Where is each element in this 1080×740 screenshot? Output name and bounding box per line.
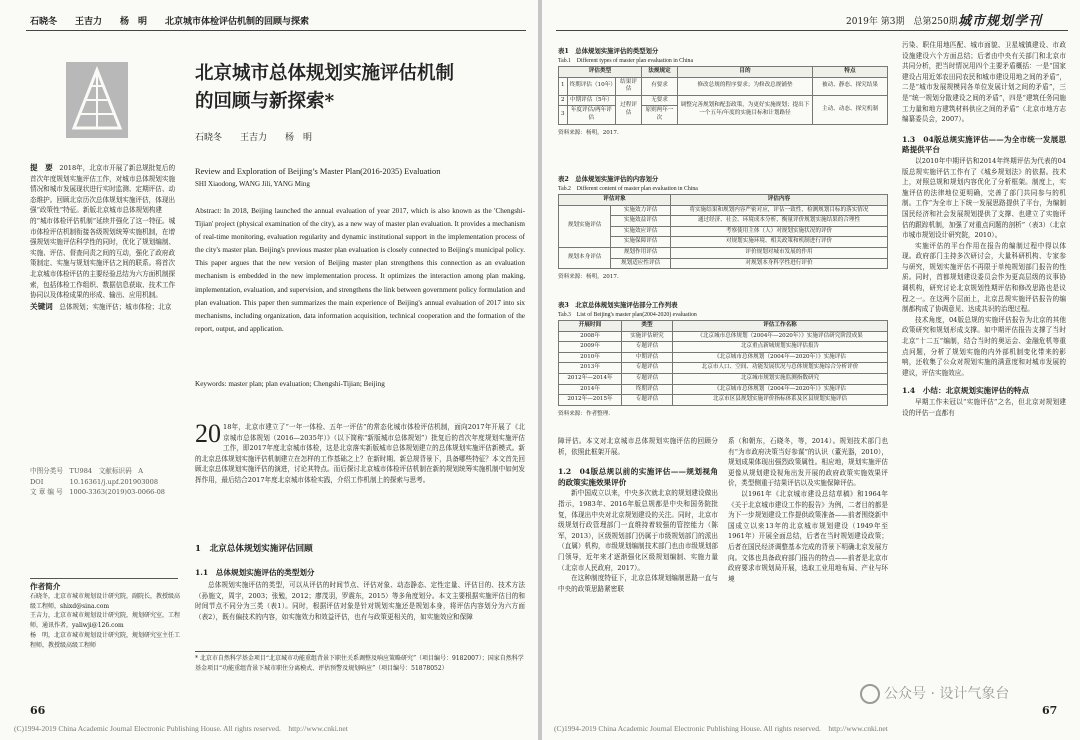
logo-graphic — [66, 62, 128, 138]
table-row — [559, 77, 888, 95]
footnote: * 北京市自然科学基金项目“北京城市功能重组背景下职住关系调整及响应策略研究”（项目编号：9182007）；国家自然科学基金项目“功能重组背景下城市职住分离模式、评估预警及规划响应”（项目编号：51878052） — [195, 655, 524, 672]
table-3-header: 开展时间 — [559, 321, 622, 332]
table-cell: 《北京城市总体规划（2004年—2020年）》实施评估 — [673, 352, 888, 363]
keywords-en-block — [195, 380, 525, 388]
section-1-3-body-b: 实施评估的平台作用在报告的编制过程中得以体现。政府部门主持多次研讨会，大量科研机构、专家参与研究，规划实施评估不再限于单纯规划部门报告的性质。同时，首都规划建设委员会作为更高层级的议事协调机构，研究讨论北京规划性期评估和修改思路也是议程之一。在这两个层面上，北京总规实施评估报告的编制都构成了协调意见、达成共识的治理过程。 — [902, 241, 1066, 314]
footnote-rule — [195, 651, 315, 652]
copyright-footer-left: (C)1994-2019 China Academic Journal Electronic Publishing House. All rights reserved. http://www.cnki.net — [14, 724, 348, 733]
keywords-cn-text: 总体规划；实施评估；城市体检；北京 — [59, 302, 172, 311]
author-info-2: 王吉力，北京市城市规划设计研究院，规划研究室，工程师，通讯作者，yaliwji@126.com — [30, 612, 180, 630]
table-cell: 专题评估 — [622, 363, 673, 374]
table-cell: 对规划本身科学性进行评价 — [671, 258, 888, 269]
authors-cn: 石晓冬 王吉力 杨 明 — [195, 133, 313, 143]
table-cell: 专题评估 — [622, 373, 673, 384]
meta-line-article-no: 文 章 编 号 1000-3363(2019)03-0066-08 — [30, 488, 165, 497]
abstract-en-text: In 2018, Beijing launched the annual evaluation of year 2017, which is also known as the 'Chengshi-Tijian' project (physical examination of the city), as a new way of master plan evaluation. It provides a mechanism of real-time monitoring, evaluation regularity and dynamic institutional support in the implementation process of the city's master plan. Beijing's previous master plan evaluation is closely connected to Beijing's municipal policy. This paper argues that the new version of Beijing master plan strengthens this connection as an evaluation mechanism is embedded in the new implementation process. It optimizes the interaction among plan making, implementation, evaluation, and supervision, and strengthens the link between government policy formulation and plan evaluation. This paper then summarizes the main experience of Beijing's annual evaluation of 2017 into six mechanisms, including organization, data information acquisition, technical cooperation and the formation of the report, output, and application. — [195, 207, 525, 333]
title-en: Review and Exploration of Beijing’s Master Plan(2016-2035) Evaluation — [195, 167, 441, 176]
table-1-header-row — [559, 67, 888, 78]
table-cell: 通过经济、社会、环境成本分析，衡量评价规划实施结果的合理性 — [671, 216, 888, 227]
table-cell: 2012年—2014年 — [559, 373, 622, 384]
table-2-header: 评估内容 — [671, 195, 888, 206]
table-cell: 主动、动态、探究机制 — [813, 95, 888, 124]
author-info-label: 作者简介 — [30, 582, 61, 591]
table-cell: 3 — [559, 106, 568, 124]
table-cell: 北京重点新城规划实施评估报告 — [673, 342, 888, 353]
classification-meta — [30, 466, 180, 498]
table-cell: 1 — [559, 77, 568, 95]
table-3-caption-en: Tab.3 List of Beijing's master plan(2004-2020) evaluation — [558, 312, 697, 318]
table-row — [559, 373, 888, 384]
table-3-source: 资料来源：作者整理. — [558, 410, 611, 417]
table-2-caption-en: Tab.2 Different content of master plan evaluation in China — [558, 186, 698, 192]
table-1-header: 评估类型 — [559, 67, 642, 78]
table-cell: 北京市区县规划实施评价指标体系及区县规划实施评估 — [673, 395, 888, 406]
col3-top: 污染、职住用地匹配、城市面貌、卫星城镇建设、市政设施建设六个方面总结；后者由中央有关部门和北京市共同分析，把当时情况用四个主要矛盾概括：一是“国家建设占用近郊农田同农民和城市建设用地之间的矛盾”，二是“城市发展规模同各单位发展计划之间的矛盾”，三是“统一规划分散建设之间的矛盾”，四是“建筑任务同施工力量和地方建筑材料供应之间的矛盾”（北京市地方志编纂委员会，2007）。 — [902, 41, 1066, 124]
page-number-right: 67 — [1042, 704, 1058, 717]
table-cell: 实施效应评估 — [611, 226, 671, 237]
keywords-en-label: Keywords: — [195, 380, 227, 388]
table-cell: 结果评估 — [616, 77, 642, 95]
table-cell: 2010年 — [559, 352, 622, 363]
table-cell: 年度评估/两年评估 — [567, 106, 616, 124]
table-2-block — [558, 174, 888, 280]
section-1-1-body: 总体规划实施评估的类型，可以从评估的时间节点、评估对象、动态静态、定性定量、评估目的、技术方法（孙施文，周宇，2003；张勉，2012；廖茂羽，罗震东，2015）等多角度划分。本文主要根据实施评估目的和时间节点不同分为三类（表1）。同时，根据评估对象是针对规划实施还是规划本身，将评估内容划分为六方面（表2），既有偏技术的内容，如实施效力和效益评估，也有与政策更相关的，如实施效应和保障 — [195, 581, 525, 621]
body-column-2 — [728, 436, 888, 716]
table-cell: 将实施结果和规划内容严密对应，评估一致性，检测规划目标的落实情况 — [671, 205, 888, 216]
section-1-2-body: 新中国成立以来，中央多次就北京的规划建设做出指示，1983年、2016年版总规都是中央和国务院批复，体现出中央对北京规划建设的关注。同时，北京市级规划行政管理部门一直维持着较强的管控能力（陈军，2013），区级规划部门仍属于市级规划部门的派出（直属）机构，市级规划编制技术部门也由市级规划部门领导，近年来才逐渐强化区级规划编制、实施力量（北京市人民政府，2017）。 — [558, 489, 718, 572]
table-cell: 实施保障评估 — [611, 237, 671, 248]
col1-intro: 障评估。本文对北京城市总体规划实施评估的回顾分析，依照此框架开展。 — [558, 437, 718, 456]
table-2-source: 资料来源：杨明，2017. — [558, 274, 619, 281]
intro-paragraph — [195, 422, 525, 526]
table-cell: 规划实施评估 — [559, 205, 611, 247]
table-cell: 北京市人口、空间、功能发展状况与总体规划实施综合分析评价 — [673, 363, 888, 374]
abstract-cn-label: 提 要 — [30, 163, 53, 172]
table-cell: 2014年 — [559, 384, 622, 395]
abstract-cn-block — [30, 163, 178, 413]
table-1-header: 目的 — [678, 67, 813, 78]
table-cell: 过程评估 — [616, 95, 642, 124]
table-cell: 北京城市规划实施监测指数研究 — [673, 373, 888, 384]
table-cell: 有要求 — [641, 77, 677, 95]
table-2-header: 评估对象 — [559, 195, 671, 206]
journal-name-header: 城市规划学刊 — [958, 14, 1043, 29]
table-cell: 中期评估（5年） — [567, 95, 616, 106]
authors-en: SHI Xiaodong, WANG Jili, YANG Ming — [195, 180, 310, 188]
meta-line-doi: DOI 10.16361/j.upf.201903008 — [30, 477, 159, 486]
article-title — [195, 60, 525, 116]
title-line-2: 的回顾与新探索* — [195, 91, 335, 112]
table-row — [559, 331, 888, 342]
author-info-3: 杨 明，北京市城市规划设计研究院，规划研究室主任工程师，教授级高级工程师 — [30, 631, 180, 649]
table-3-header: 评估工作名称 — [673, 321, 888, 332]
body-column-3 — [902, 40, 1066, 716]
table-cell: 2012年—2015年 — [559, 395, 622, 406]
table-cell: 实施效力评估 — [611, 205, 671, 216]
table-cell: 规划本身评估 — [559, 247, 611, 268]
table-cell: 实施评估研究 — [622, 331, 673, 342]
table-cell: 2 — [559, 95, 568, 106]
table-1-source: 资料来源：杨明，2017. — [558, 129, 619, 136]
abstract-cn-text: 2018年，北京市开展了新总规批复后的首次年度规划实施评估工作，对城市总体规划实施情况和城市发展现状进行实时监测、定期评估、动态维护。回顾北京历次总体规划实施评估，体现出强“政策性”特征。新版北京城市总体规划构建的“城市体检评估机制”延续并强化了这一特征。城市体检评估机制衔接各级规划统筹实施机制，在增强规划实施评估科学性的同时，优化了规划编制、实施、评估、督查问责之间的互动，强化了政府政策制定、实施与规划实施评估之间的联系。将首次北京城市体检评估的主要经验总结为六方面机制探索，包括体检工作组织、数据信息获取、技术工作协同以及体检成果的形成、输出、应用机制。 — [30, 164, 176, 300]
copyright-footer-right: (C)1994-2019 China Academic Journal Electronic Publishing House. All rights reserved. http://www.cnki.net — [554, 724, 888, 733]
table-cell: 评价规划对城市发展的作用 — [671, 247, 888, 258]
table-cell: 终期评估（10年） — [567, 77, 616, 95]
table-2-header-row — [559, 195, 888, 206]
col2-top: 系（和朝东，石晓冬，等，2014）。规划技术部门也有“为市政府决策当好参谋”的认识（董光器，2010），规划成果体现出强烈政策属性。相应地，规划实施评估更像从规划建设视角出发开展的政府政策实施效果评价，类型侧重于结果评估以及实施保障评估。 — [728, 437, 888, 488]
section-1-3-heading: 1.3 04版总规实施评估——为全市统一发展思路提供平台 — [902, 134, 1066, 155]
title-line-1: 北京城市总体规划实施评估机制 — [195, 63, 455, 84]
table-cell: 2013年 — [559, 363, 622, 374]
table-cell: 对规划实施环境、相关政策和机制进行评价 — [671, 237, 888, 248]
wechat-icon — [860, 684, 880, 704]
table-row — [559, 342, 888, 353]
table-row — [559, 205, 888, 216]
author-info-rule — [30, 578, 178, 579]
page-number-left: 66 — [30, 704, 46, 717]
meta-line-clc: 中图分类号 TU984 文献标识码 A — [30, 467, 144, 475]
section-1-3-body-c: 技术角度，04版总规的实施评估报告为北京的其他政策研究和规划形成支撑。如中期评估报告支撑了当时北京“十二五”编制，结合当时的奥运会、金融危机等重点问题，分析了规划实施的内外部机制变化带来的影响，还收集了公众对规划实施的满意度和对城市发展的建议，评估实施效应。 — [902, 315, 1066, 377]
keywords-cn — [30, 302, 178, 313]
table-cell: 2008年 — [559, 331, 622, 342]
table-cell: 调整完善规划和配套政策，为更好实施规划；提出下一个五年/年度的实施目标和计划路径 — [678, 95, 813, 124]
issue-header: 2019年 第3期 总第250期 — [846, 17, 958, 27]
dropcap: 20 — [195, 422, 221, 448]
table-3 — [558, 320, 888, 406]
table-2 — [558, 194, 888, 269]
table-1-header: 特点 — [813, 67, 888, 78]
author-info-block — [30, 582, 180, 722]
table-cell: 《北京城市总体规划（2004年—2020年）》实施评估研究阶段成果 — [673, 331, 888, 342]
table-cell: 无要求 — [641, 95, 677, 106]
table-cell: 修改总规的程序要求；为修改总规铺垫 — [678, 77, 813, 95]
journal-logo — [66, 62, 128, 138]
col2-body: 以1961年《北京城市建设总结草稿》和1964年《关于北京城市建设工作的报告》为例，二者目的都是为下一步规划建设工作提供政策准备——前者围绕新中国成立以来13年的北京城市规划建设（1949年至1961年）开展全面总结，后者在当时规划建设政策；后者在国民经济调整基本完成的背景下明确北京发展方向。文体也具备政府部门报告的特点——前者是北京市政府要求市规划局开展，选取工业用地布局、产业与环境 — [728, 489, 888, 583]
table-row — [559, 384, 888, 395]
left-page — [0, 0, 538, 740]
section-1-4-heading: 1.4 小结：北京规划实施评估的特点 — [902, 386, 1030, 396]
header-rule-right — [556, 30, 1068, 31]
section-1-3-body: 以2010年中期评估和2014年终期评估为代表的04版总规实施评估工作有了《城乡规划法》的依据。技术上，对照总规和规划内容优化了分析框架。制度上，实施评估的法律地位更明确，完善了部门共同参与的机制。工作“为全市上下统一发展思路提供了平台，为编制国民经济和社会发展规划提供了支撑、也建立了实施评估的跟踪机制，加强了对重点问题的剖析”（表3）（北京市城市规划设计研究院，2010）。 — [902, 156, 1066, 240]
watermark — [860, 683, 1009, 704]
right-page — [542, 0, 1080, 740]
table-cell: 实施效益评估 — [611, 216, 671, 227]
table-cell: 规划适应性评估 — [611, 258, 671, 269]
section-1-1-heading: 1.1 总体规划实施评估的类型划分 — [195, 568, 315, 577]
table-cell: 原则两年一次 — [641, 106, 677, 124]
table-3-header: 类型 — [622, 321, 673, 332]
abstract-en-block — [195, 205, 525, 391]
table-1-header: 法规规定 — [641, 67, 677, 78]
table-cell: 被动、静态、探究结果 — [813, 77, 888, 95]
keywords-en-text: master plan; plan evaluation; Chengshi-Tijian; Beijing — [228, 380, 385, 388]
table-3-caption: 表3 北京总体规划实施评估部分工作列表 — [558, 301, 678, 309]
table-cell: 终期评估 — [622, 384, 673, 395]
table-2-caption: 表2 总体规划实施评估的内容划分 — [558, 175, 659, 183]
table-row — [559, 247, 888, 258]
table-1 — [558, 66, 888, 125]
section-1-heading: 1 北京总体规划实施评估回顾 — [195, 544, 313, 554]
intro-text: 18年，北京市建立了“一年一体检、五年一评估”的常态化城市体检评估机制，面向2017年开展了《北京城市总体规划（2016—2035年）》（以下简称“新版城市总体规划”）批复后的首次年度规划实施评估工作，即2017年度北京城市体检，这是北京落实新版城市总体规划建立的总体规划实施评估新模式。新的北京总体规划实施评估机制建立在怎样的工作基础之上？在新时期、新总规背景下，具备哪些特征？本文首先回顾北京总体规划实施评估的演进，讨论其特点。而后探讨北京城市体检评估机制在新的规划统筹实施机制中如何发挥作用，最后结合2017年度北京城市体检实践，介绍工作机制上的探索与思考。 — [195, 423, 525, 484]
table-1-block — [558, 46, 888, 136]
table-cell: 专题评估 — [622, 395, 673, 406]
table-1-caption-en: Tab.1 Different types of master plan evaluation in China — [558, 58, 694, 64]
table-1-caption: 表1 总体规划实施评估的类型划分 — [558, 47, 659, 55]
section-1-4-body: 早期工作未冠以“实施评估”之名，但北京对规划建设的评估一直都有 — [902, 398, 1066, 417]
body-column-1 — [558, 436, 718, 716]
table-row — [559, 395, 888, 406]
watermark-text: 公众号 · 设计气象台 — [884, 686, 1010, 702]
section-1-2-body-b: 在这种制度特征下，北京总体规划编制思路一直与中央的政策思路紧密联 — [558, 574, 718, 593]
table-cell: 规划作用评估 — [611, 247, 671, 258]
table-row — [559, 352, 888, 363]
abstract-en-label: Abstract: — [195, 207, 222, 215]
table-cell: 专题评估 — [622, 342, 673, 353]
table-cell: 考察使用主体（人）对规划实施状况的评价 — [671, 226, 888, 237]
table-cell: 《北京城市总体规划（2004年—2020年）》实施评估 — [673, 384, 888, 395]
table-3-block — [558, 300, 888, 417]
header-rule — [26, 30, 526, 31]
table-3-header-row — [559, 321, 888, 332]
table-row — [559, 95, 888, 106]
section-1-2-heading: 1.2 04版总规以前的实施评估——规划视角的政策实施效果评价 — [558, 467, 718, 487]
table-cell: 2009年 — [559, 342, 622, 353]
author-info-1: 石晓冬，北京市城市规划设计研究院，副院长，教授级高级工程师，shixd@sina.com — [30, 592, 180, 610]
running-header: 石晓冬 王吉力 杨 明 北京城市体检评估机制的回顾与探索 — [30, 17, 310, 27]
table-cell: 中期评估 — [622, 352, 673, 363]
table-row — [559, 363, 888, 374]
keywords-cn-label: 关键词 — [30, 301, 53, 311]
